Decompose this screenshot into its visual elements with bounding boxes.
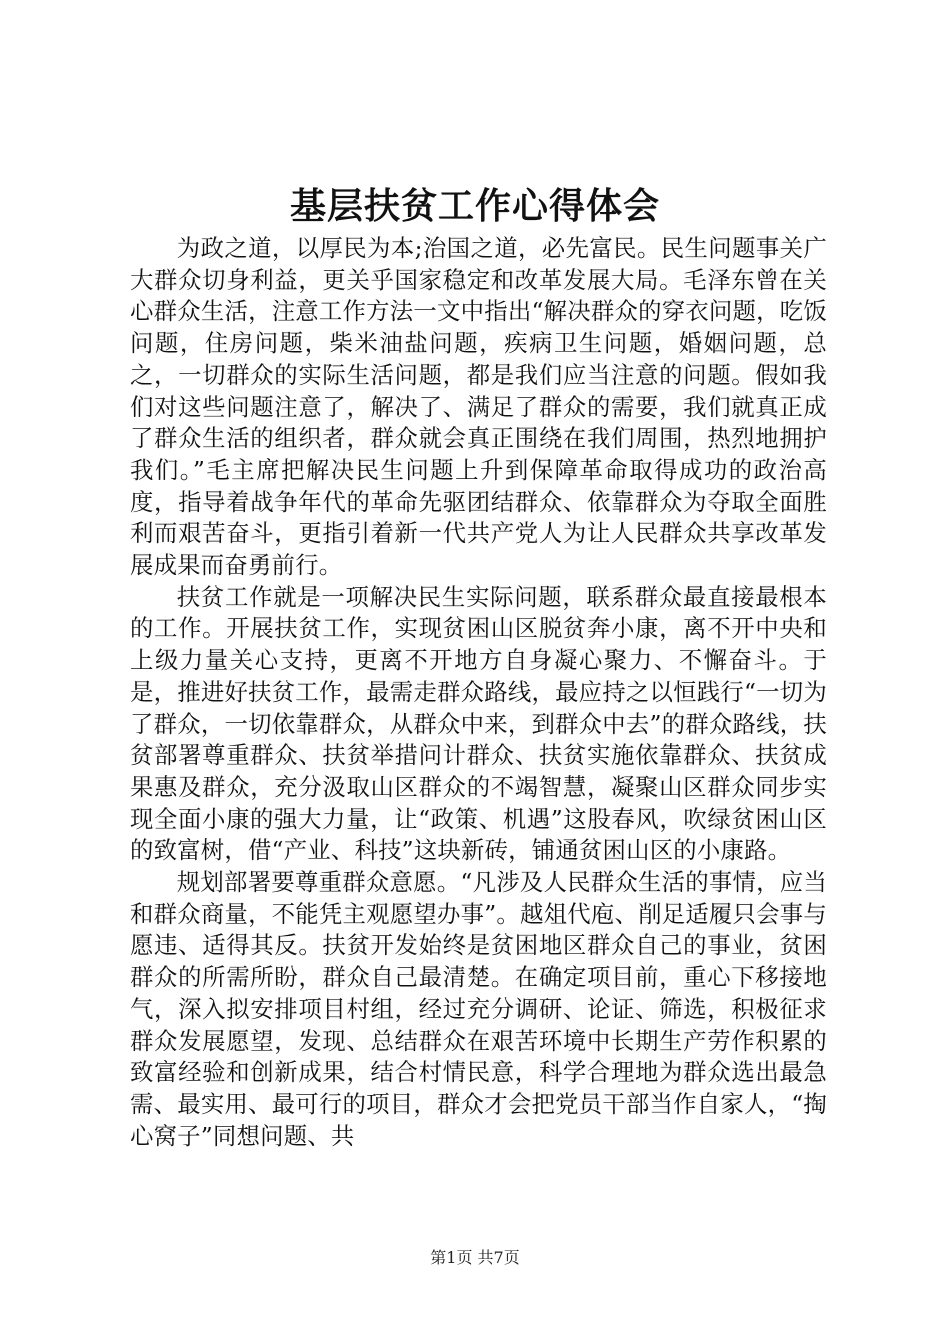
- paragraph-1: 为政之道，以厚民为本;治国之道，必先富民。民生问题事关广大群众切身利益，更关乎国家稳定和改革发展大局。毛泽东曾在关心群众生活，注意工作方法一文中指出“解决群众的穿衣问题，吃饭问题，住房问题，柴米油盐问题，疾病卫生问题，婚姻问题，总之，一切群众的实际生活问题，都是我们应当注意的问题。假如我们对这些问题注意了，解决了、满足了群众的需要，我们就真正成了群众生活的组织者，群众就会真正围绕在我们周围，热烈地拥护我们。”毛主席把解决民生问题上升到保障革命取得成功的政治高度，指导着战争年代的革命先驱团结群众、依靠群众为夺取全面胜利而艰苦奋斗，更指引着新一代共产党人为让人民群众共享改革发展成果而奋勇前行。: [130, 234, 827, 580]
- page-number-footer: 第1页 共7页: [430, 1248, 520, 1267]
- paragraph-3: 规划部署要尊重群众意愿。“凡涉及人民群众生活的事情，应当和群众商量，不能凭主观愿望办事”。越俎代庖、削足适履只会事与愿违、适得其反。扶贫开发始终是贫困地区群众自己的事业，贫困群众的所需所盼，群众自己最清楚。在确定项目前，重心下移接地气，深入拟安排项目村组，经过充分调研、论证、筛选，积极征求群众发展愿望，发现、总结群众在艰苦环境中长期生产劳作积累的致富经验和创新成果，结合村情民意，科学合理地为群众选出最急需、最实用、最可行的项目，群众才会把党员干部当作自家人，“掏心窝子”同想问题、共: [130, 868, 827, 1150]
- paragraph-2: 扶贫工作就是一项解决民生实际问题，联系群众最直接最根本的工作。开展扶贫工作，实现贫困山区脱贫奔小康，离不开中央和上级力量关心支持，更离不开地方自身凝心聚力、不懈奋斗。于是，推进好扶贫工作，最需走群众路线，最应持之以恒践行“一切为了群众，一切依靠群众，从群众中来，到群众中去”的群众路线，扶贫部署尊重群众、扶贫举措问计群众、扶贫实施依靠群众、扶贫成果惠及群众，充分汲取山区群众的不竭智慧，凝聚山区群众同步实现全面小康的强大力量，让“政策、机遇”这股春风，吹绿贫困山区的致富树，借“产业、科技”这块新砖，铺通贫困山区的小康路。: [130, 582, 827, 865]
- document-body: [130, 233, 827, 1152]
- document-title: 基层扶贫工作心得体会: [289, 185, 660, 227]
